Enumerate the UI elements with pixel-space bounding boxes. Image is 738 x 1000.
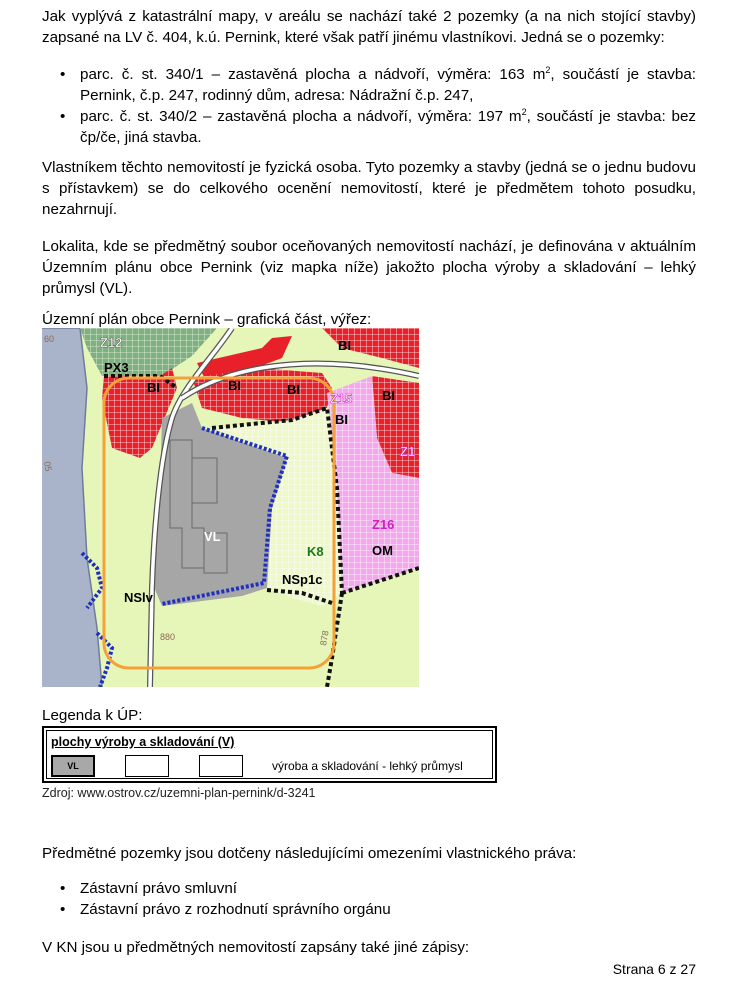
legend-swatch-vl: VL xyxy=(51,755,95,777)
source-note: Zdroj: www.ostrov.cz/uzemni-plan-pernink/d-3241 xyxy=(42,786,316,800)
list-item: • parc. č. st. 340/1 – zastavěná plocha a nádvoří, výměra: 163 $m^2$, součástí je stavba: Pernink, č.p. 247, rodinný dům, adresa: Nádražní č.p. 247, xyxy=(60,64,696,104)
contour-label: 60 xyxy=(44,334,55,344)
map-label-px3: PX3 xyxy=(104,360,129,375)
parcel-list xyxy=(42,64,696,148)
map-label-z16: Z16 xyxy=(372,517,395,532)
map-label-om: OM xyxy=(372,543,393,558)
restrictions-intro: Předmětné pozemky jsou dotčeny následujícími omezeními vlastnického práva: xyxy=(42,845,577,862)
map-label-z12: Z12 xyxy=(100,335,123,350)
list-item: • Zástavní právo smluvní xyxy=(60,880,237,897)
contour-label: 880 xyxy=(160,632,176,642)
legend-swatch xyxy=(199,755,243,777)
bullet-icon: • xyxy=(60,108,66,125)
intro-paragraph: Jak vyplývá z katastrální mapy, v areálu se nachází také 2 pozemky (a na nich stojící stavby) zapsané na LV č. 404, k.ú. Pernink, které však patří jinému vlastníkovi. Jedná se o pozemky: xyxy=(42,8,696,46)
bullet-icon: • xyxy=(60,880,66,897)
map-label-z15: Z15 xyxy=(330,391,353,406)
list-item: • Zástavní právo z rozhodnutí správního orgánu xyxy=(60,901,391,918)
owner-paragraph: Vlastníkem těchto nemovitostí je fyzická osoba. Tyto pozemky a stavby (jedná se o jednu budovu s přístavkem) se do celkového ocenění nemovitostí, které je předmětem tohoto posudku, nezahrnují. xyxy=(42,159,696,218)
map-label-bi: BI xyxy=(338,338,351,353)
legend-description: výroba a skladování - lehký průmysl xyxy=(272,759,463,773)
other-records-paragraph: V KN jsou u předmětných nemovitostí zapsány také jiné zápisy: xyxy=(42,939,470,956)
contour-label: 05 xyxy=(42,460,54,473)
legend-swatch xyxy=(125,755,169,777)
map-label-bi: BI xyxy=(287,382,300,397)
legend-heading: Legenda k ÚP: xyxy=(42,707,143,724)
map-label-nsp1c: NSp1c xyxy=(282,572,323,587)
zoning-map xyxy=(42,328,419,687)
list-item: • parc. č. st. 340/2 – zastavěná plocha a nádvoří, výměra: 197 $m^2$, součástí je stavba: bez čp/če, jiná stavba. xyxy=(60,106,696,146)
map-label-nslv: NSlv xyxy=(124,590,153,605)
location-paragraph: Lokalita, kde se předmětný soubor oceňovaných nemovitostí nachází, je definována v aktuálním Územním plánu obce Pernink (viz mapka níže) jakožto plocha výroby a skladování – lehký průmysl (VL). xyxy=(42,238,696,297)
page-number: Strana 6 z 27 xyxy=(612,961,696,977)
map-caption: Územní plán obce Pernink – grafická část, výřez: xyxy=(42,311,372,328)
map-label-bi: BI xyxy=(335,412,348,427)
legend-box xyxy=(42,726,497,783)
map-label-bi: BI xyxy=(147,380,160,395)
map-label-bi: BI xyxy=(382,388,395,403)
restrictions-list xyxy=(42,878,696,920)
bullet-icon: • xyxy=(60,901,66,918)
bullet-icon: • xyxy=(60,66,66,83)
contour-label: 878 xyxy=(318,629,331,647)
map-label-z1: Z1 xyxy=(400,444,416,459)
map-label-vl: VL xyxy=(204,529,221,544)
map-label-k8: K8 xyxy=(307,544,324,559)
legend-title: plochy výroby a skladování (V) xyxy=(51,735,235,749)
map-label-bi: BI xyxy=(228,378,241,393)
